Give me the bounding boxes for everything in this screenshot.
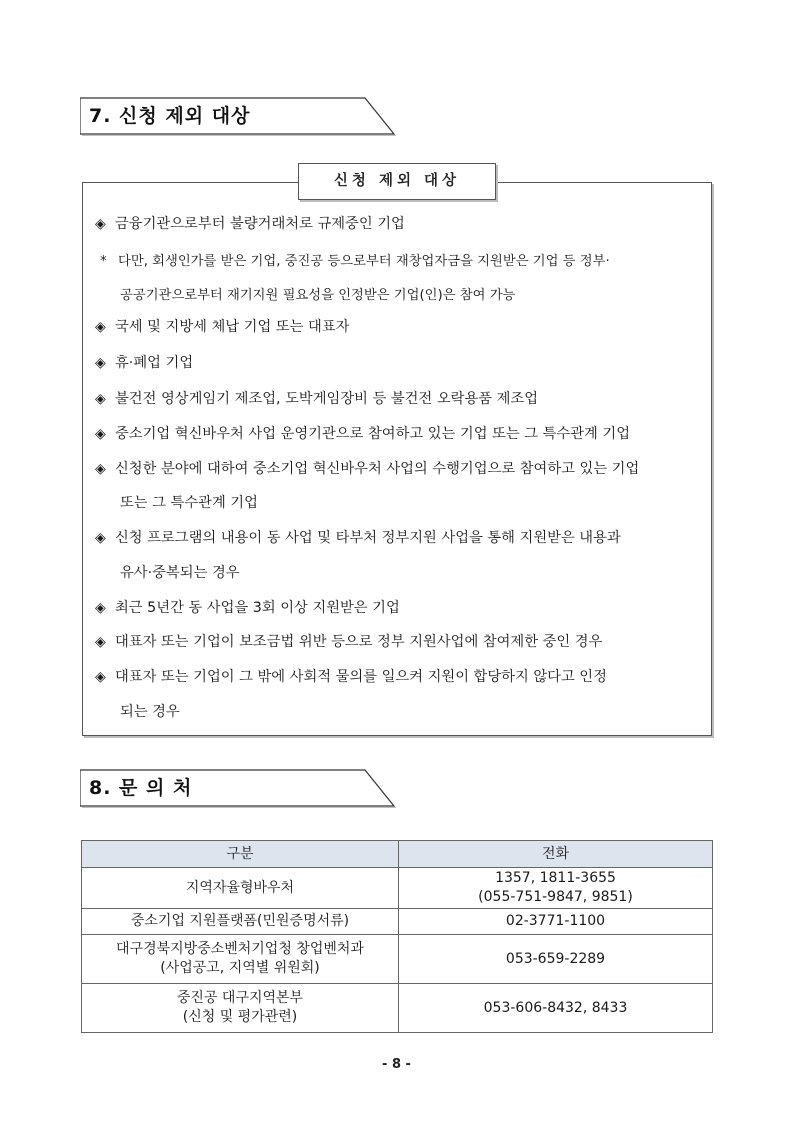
diamond-bullet-icon: ◈ — [95, 355, 106, 371]
page-number: - 8 - — [382, 1057, 411, 1072]
diamond-bullet-icon: ◈ — [95, 669, 106, 685]
exclusion-note-continued: 공공기관으로부터 재기지원 필요성을 인정받은 기업(인)은 참여 가능 — [120, 288, 516, 303]
diamond-bullet-icon: ◈ — [95, 319, 106, 335]
diamond-bullet-icon: ◈ — [95, 426, 106, 442]
table-row — [82, 909, 713, 935]
section-7-title: 7. 신청 제외 대상 — [89, 105, 251, 127]
exclusion-item: ◈ 신청 프로그램의 내용이 동 사업 및 타부처 정부지원 사업을 통해 지원받은 내용과 — [95, 530, 621, 546]
diamond-bullet-icon: ◈ — [95, 391, 106, 407]
contact-name: 중진공 대구지역본부 (신청 및 평가관련) — [82, 984, 399, 1033]
diamond-bullet-icon: ◈ — [95, 461, 106, 477]
contact-name: 중소기업 지원플랫폼(민원증명서류) — [82, 909, 399, 935]
table-header-row — [82, 841, 713, 868]
contact-table — [81, 840, 713, 1033]
exclusion-box-label: 신청 제외 대상 — [298, 163, 496, 200]
section-8-heading — [80, 768, 396, 808]
contact-name: 대구경북지방중소벤처기업청 창업벤처과 (사업공고, 지역별 위원회) — [82, 935, 399, 984]
exclusion-item: ◈ 대표자 또는 기업이 그 밖에 사회적 물의를 일으켜 지원이 합당하지 않다고 인정 — [95, 669, 607, 685]
contact-phone: 053-659-2289 — [399, 935, 713, 984]
table-row — [82, 984, 713, 1033]
exclusion-item: ◈ 중소기업 혁신바우처 사업 운영기관으로 참여하고 있는 기업 또는 그 특수관계 기업 — [95, 426, 631, 442]
contact-name: 지역자율형바우처 — [82, 868, 399, 909]
contact-phone: 02-3771-1100 — [399, 909, 713, 935]
contact-phone: 1357, 1811-3655 (055-751-9847, 9851) — [399, 868, 713, 909]
exclusion-note: * 다만, 회생인가를 받은 기업, 중진공 등으로부터 재창업자금을 지원받은 기업 등 정부· — [100, 254, 610, 269]
exclusion-item: ◈ 휴·폐업 기업 — [95, 355, 194, 371]
diamond-bullet-icon: ◈ — [95, 634, 106, 650]
exclusion-item: ◈ 불건전 영상게임기 제조업, 도박게임장비 등 불건전 오락용품 제조업 — [95, 391, 539, 407]
diamond-bullet-icon: ◈ — [95, 600, 106, 616]
section-7-heading — [80, 96, 396, 136]
exclusion-item: ◈ 금융기관으로부터 불량거래처로 규제중인 기업 — [95, 216, 405, 232]
exclusion-item-continued: 되는 경우 — [120, 704, 180, 720]
exclusion-item-continued: 또는 그 특수관계 기업 — [120, 495, 258, 511]
column-header-phone: 전화 — [399, 841, 713, 868]
exclusion-item: ◈ 최근 5년간 동 사업을 3회 이상 지원받은 기업 — [95, 600, 400, 616]
diamond-bullet-icon: ◈ — [95, 216, 106, 232]
section-8-title: 8. 문 의 처 — [89, 777, 193, 799]
exclusion-item-continued: 유사·중복되는 경우 — [120, 565, 240, 581]
asterisk-marker: * — [100, 254, 107, 269]
exclusion-item: ◈ 신청한 분야에 대하여 중소기업 혁신바우처 사업의 수행기업으로 참여하고 있는 기업 — [95, 461, 640, 477]
exclusion-item: ◈ 대표자 또는 기업이 보조금법 위반 등으로 정부 지원사업에 참여제한 중인 경우 — [95, 634, 603, 650]
table-row — [82, 935, 713, 984]
diamond-bullet-icon: ◈ — [95, 530, 106, 546]
exclusion-item: ◈ 국세 및 지방세 체납 기업 또는 대표자 — [95, 319, 350, 335]
column-header-category: 구분 — [82, 841, 399, 868]
contact-phone: 053-606-8432, 8433 — [399, 984, 713, 1033]
table-row — [82, 868, 713, 909]
